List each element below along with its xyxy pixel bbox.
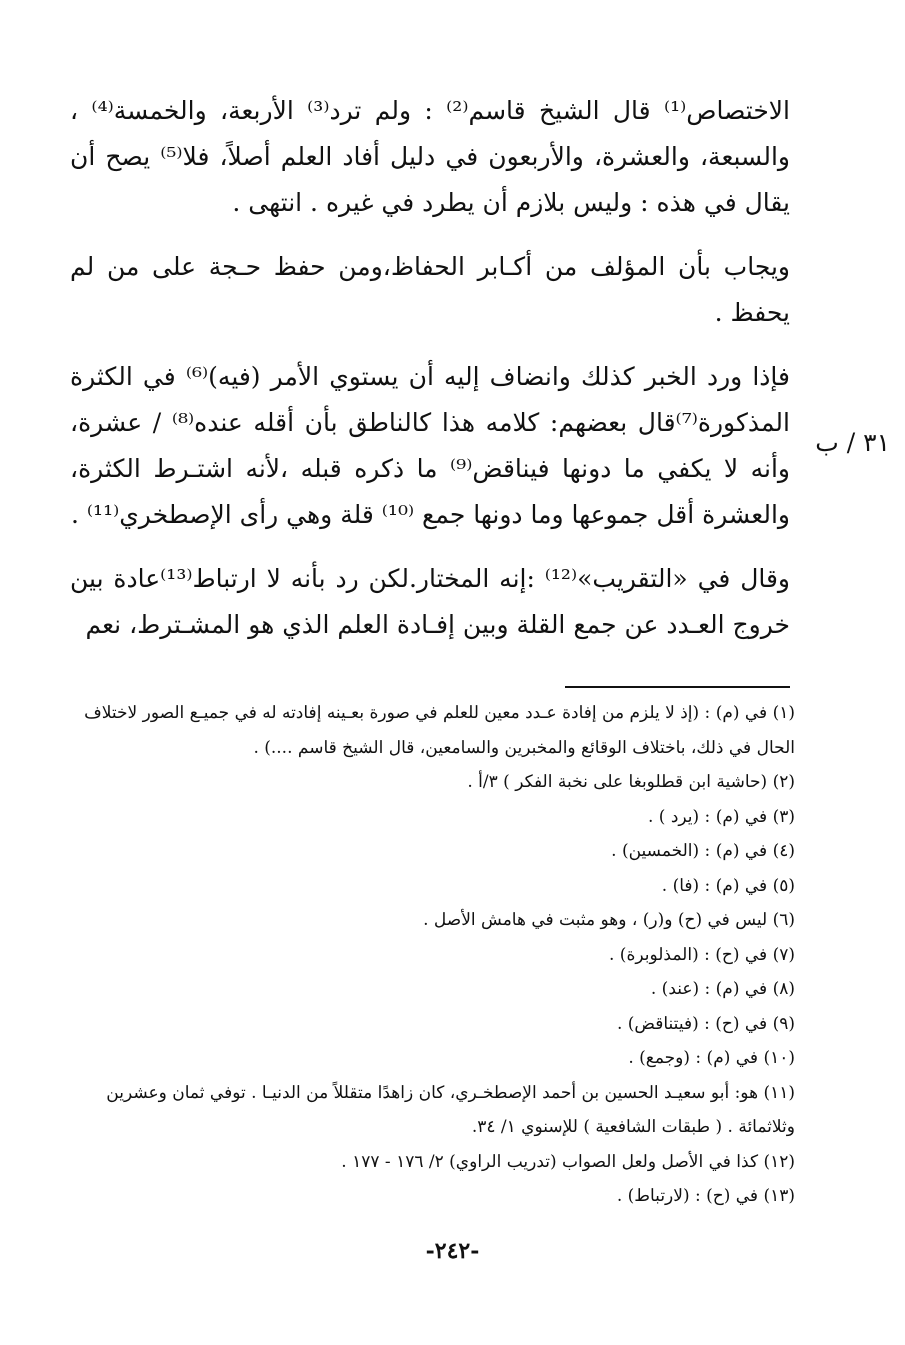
main-text-body — [70, 88, 790, 666]
footnote-4: (٤) في (م) : (الخمسين) . — [611, 841, 795, 861]
footnote-7: (٧) في (ح) : (المذلوبرة) . — [609, 944, 795, 965]
footnote-3: (٣) في (م) : (يرد ) . — [648, 806, 795, 827]
paragraph-4: وقال في «التقريب»⁽¹²⁾ :إنه المختار.لكن رد بأنه لا ارتباط⁽¹³⁾عادة بين خروج العـدد عن جمع القلة وبين إفـادة العلم الذي هو المشـترط، نعم — [70, 564, 791, 639]
footnote-6: (٦) ليس في (ح) و(ر) ، وهو مثبت في هامش الأصل . — [423, 910, 795, 930]
footnote-10: (١٠) في (م) : (وجمع) . — [628, 1048, 795, 1068]
footnote-11: (١١) هو: أبو سعيـد الحسين بن أحمد الإصطخـري، كان زاهدًا متقللاً من الدنيـا . توفي ثمان وعشرين وثلاثمائة . ( طبقات الشافعية ) للإسنوي ١/ ٣٤. — [106, 1082, 795, 1137]
footnote-12: (١٢) كذا في الأصل ولعل الصواب (تدريب الراوي) ٢/ ١٧٦ - ١٧٧ . — [341, 1151, 795, 1172]
footnote-2: (٢) (حاشية ابن قطلوبغا على نخبة الفكر ) ٣/أ . — [467, 772, 795, 792]
footnote-5: (٥) في (م) : (فا) . — [661, 875, 795, 896]
footnote-8: (٨) في (م) : (عند) . — [650, 979, 795, 999]
footnote-separator-rule — [565, 686, 790, 688]
footnote-9: (٩) في (ح) : (فيتناقض) . — [616, 1013, 795, 1034]
folio-margin-note: ٣١ / ب — [815, 428, 890, 457]
paragraph-1: الاختصاص⁽¹⁾ قال الشيخ قاسم⁽²⁾ : ولم ترد⁽³⁾ الأربعة، والخمسة⁽⁴⁾ ، والسبعة، والعشرة، والأربعون في دليل أفاد العلم أصلاً، فلا⁽⁵⁾ يصح أن يقال في هذه : وليس بلازم أن يطرد في غيره . انتهى . — [70, 96, 791, 217]
footnotes-section — [70, 696, 795, 1214]
paragraph-2: ويجاب بأن المؤلف من أكـابر الحفاظ،ومن حفظ حـجة على من لم يحفظ . — [70, 252, 790, 327]
footnote-1: (١) في (م) : (إذ لا يلزم من إفادة عـدد معين للعلم في صورة بعـينه إفادته له في جميـع الصور لاختلاف الحال في ذلك، باختلاف الوقائع والمخبرين والسامعين، قال الشيخ قاسم ....) . — [84, 703, 795, 758]
page-number: -٢٤٢- — [425, 1238, 480, 1264]
footnote-13: (١٣) في (ح) : (لارتباط) . — [616, 1186, 795, 1206]
paragraph-3: فإذا ورد الخبر كذلك وانضاف إليه أن يستوي الأمر (فيه)⁽⁶⁾ في الكثرة المذكورة⁽⁷⁾قال بعضهم: كلامه هذا كالناطق بأن أقله عنده⁽⁸⁾ / عشرة، وأنه لا يكفي ما دونها فيناقض⁽⁹⁾ ما ذكره قبله ،لأنه اشتـرط الكثرة، والعشرة أقل جموعها وما دونها جمع ⁽¹⁰⁾ قلة وهي رأى الإصطخري⁽¹¹⁾ . — [70, 362, 791, 529]
